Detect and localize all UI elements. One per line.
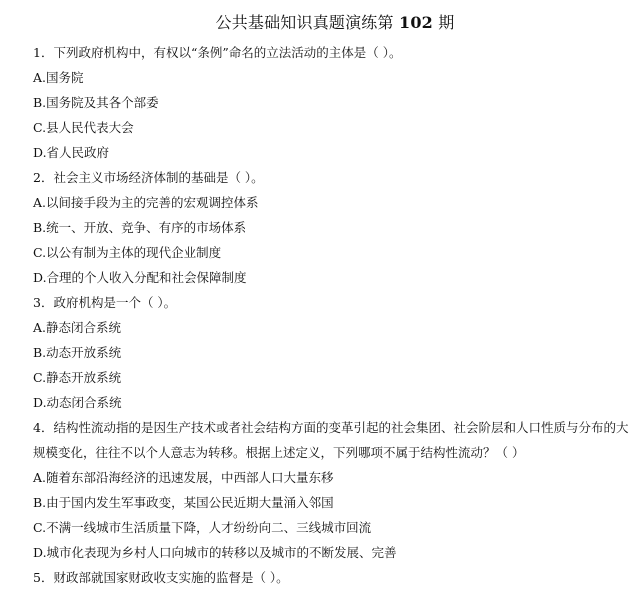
question-stem: 4．结构性流动指的是因生产技术或者社会结构方面的变革引起的社会集团、社会阶层和人口性质与分布的大规模变化，往往不以个人意志为转移。根据上述定义，下列哪项不属于结构性流动？（ ） (33, 420, 629, 460)
question-stem: 3．政府机构是一个（ ）。 (33, 295, 177, 310)
title-issue-number: 102 (399, 13, 433, 32)
question-stem: 5．财政部就国家财政收支实施的监督是（ ）。 (33, 570, 289, 585)
page-title (33, 12, 637, 34)
question-3 (33, 290, 637, 415)
option-b: B.国务院及其各个部委 (33, 95, 159, 110)
option-d: D.城市化表现为乡村人口向城市的转移以及城市的不断发展、完善 (33, 545, 397, 560)
option-c: C.以公有制为主体的现代企业制度 (33, 245, 222, 260)
title-main: 公共基础知识真题演练第 (215, 13, 394, 32)
question-5 (33, 565, 637, 590)
question-stem: 2．社会主义市场经济体制的基础是（ ）。 (33, 170, 264, 185)
question-2 (33, 165, 637, 290)
title-suffix: 期 (438, 13, 455, 32)
option-d: D.省人民政府 (33, 145, 110, 160)
option-b: B.统一、开放、竞争、有序的市场体系 (33, 220, 247, 235)
question-stem: 1．下列政府机构中，有权以“条例”命名的立法活动的主体是（ ）。 (33, 45, 402, 60)
option-b: B.由于国内发生军事政变，某国公民近期大量涌入邻国 (33, 495, 334, 510)
option-b: B.动态开放系统 (33, 345, 122, 360)
option-a: A.静态闭合系统 (33, 320, 122, 335)
option-a: A.随着东部沿海经济的迅速发展，中西部人口大量东移 (33, 470, 334, 485)
option-a: A.国务院 (33, 70, 84, 85)
option-c: C.静态开放系统 (33, 370, 122, 385)
option-c: C.不满一线城市生活质量下降，人才纷纷向二、三线城市回流 (33, 520, 372, 535)
option-c: C.县人民代表大会 (33, 120, 134, 135)
question-4 (33, 415, 637, 565)
option-a: A.以间接手段为主的完善的宏观调控体系 (33, 195, 259, 210)
option-d: D.合理的个人收入分配和社会保障制度 (33, 270, 247, 285)
option-d: D.动态闭合系统 (33, 395, 122, 410)
question-1 (33, 40, 637, 165)
